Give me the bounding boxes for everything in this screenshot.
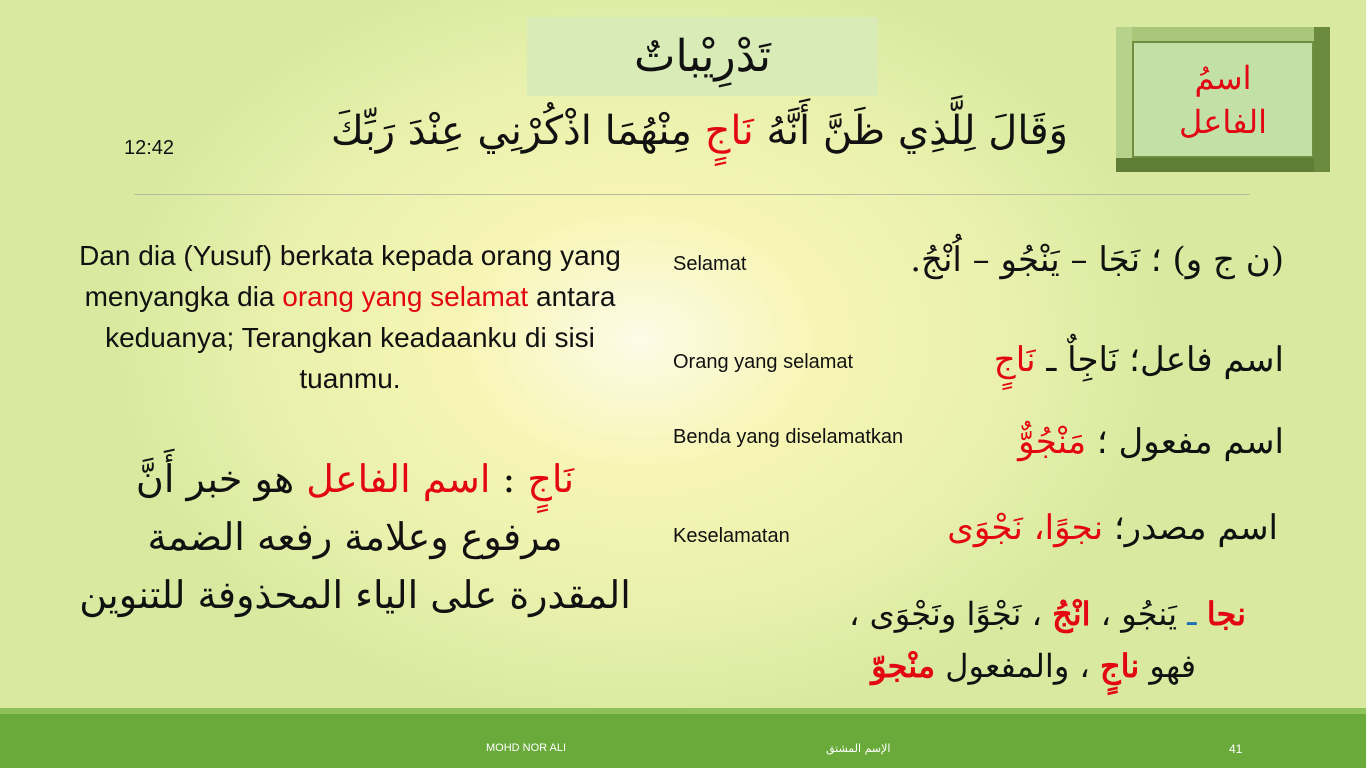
ism-masdar-label: اسم مصدر؛ <box>1113 508 1278 548</box>
ism-maful-row <box>1018 422 1284 462</box>
slide-title: تَدْرِيْباتٌ <box>634 31 771 82</box>
summary-naja: نجا <box>1206 595 1246 633</box>
verse-before: وَقَالَ لِلَّذِي ظَنَّ أَنَّهُ <box>766 108 1068 154</box>
gloss-orang-selamat: Orang yang selamat <box>673 351 854 373</box>
translation-part-1: Dan dia (Yusuf) berkata kepada orang yang menyangka dia <box>79 240 621 312</box>
verse-highlight: نَاجٍ <box>704 108 754 154</box>
footer-topic: الإسم المشتق <box>826 742 891 755</box>
footer-author: MOHD NOR ALI <box>486 742 567 754</box>
gloss-keselamatan: Keselamatan <box>673 525 790 547</box>
irab-word: نَاجٍ <box>527 457 575 501</box>
gloss-diselamatkan: Benda yang diselamatkan <box>673 426 904 448</box>
conjugation-summary <box>686 588 1246 692</box>
ism-fail-label: اسم فاعل؛ نَاجِاٌ ـ <box>1046 340 1284 380</box>
slide-title-box <box>527 17 878 96</box>
ism-fail-row <box>994 340 1284 380</box>
irab-rest-1: هو خبر أَنَّ <box>135 457 295 501</box>
summary-yanju: يَنجُو ، <box>1100 595 1177 633</box>
irab-explanation <box>60 450 650 624</box>
verse-after: مِنْهُمَا اذْكُرْنِي عِنْدَ رَبِّكَ <box>330 108 692 154</box>
summary-fahuwa: فهو <box>1149 647 1196 685</box>
irab-label: اسم الفاعل <box>306 457 491 501</box>
verse-reference: 12:42 <box>124 137 175 159</box>
summary-maful-label: ، والمفعول <box>945 647 1090 685</box>
badge-line-2: الفاعل <box>1179 102 1267 141</box>
irab-colon: : <box>502 457 516 501</box>
root-text: (ن ج و) ؛ نَجَا – يَنْجُو – اُنْجُ. <box>910 240 1284 280</box>
slide-footer <box>0 708 1366 768</box>
summary-najin: ناجٍ <box>1099 647 1140 685</box>
gloss-selamat: Selamat <box>673 253 747 275</box>
translation-part-2: antara keduanya; Terangkan keadaanku di sisi tuanmu. <box>105 281 616 394</box>
root-row <box>910 240 1284 280</box>
ism-masdar-word: نجوًا، نَجْوَى <box>947 508 1104 548</box>
ism-maful-word: مَنْجُوٌّ <box>1018 422 1087 462</box>
footer-page-number: 41 <box>1229 742 1243 756</box>
summary-unju: انْجُ <box>1052 595 1091 633</box>
badge-line-1: اسمُ <box>1194 58 1252 97</box>
irab-line-3: المقدرة على الياء المحذوفة للتنوين <box>79 573 631 617</box>
ism-fail-word: نَاجٍ <box>993 340 1036 380</box>
ism-masdar-row <box>947 508 1278 548</box>
translation-text <box>70 235 630 399</box>
summary-dash: ـ <box>1187 595 1197 633</box>
divider <box>134 194 1250 195</box>
summary-manju: منْجوّ <box>871 647 936 685</box>
translation-highlight: orang yang selamat <box>282 281 529 312</box>
irab-line-2: مرفوع وعلامة رفعه الضمة <box>147 515 563 559</box>
quran-verse <box>200 108 1068 154</box>
topic-badge <box>1116 27 1330 172</box>
summary-masdar: ، نَجْوًا ونَجْوَى ، <box>849 595 1042 633</box>
ism-maful-label: اسم مفعول ؛ <box>1096 422 1284 462</box>
